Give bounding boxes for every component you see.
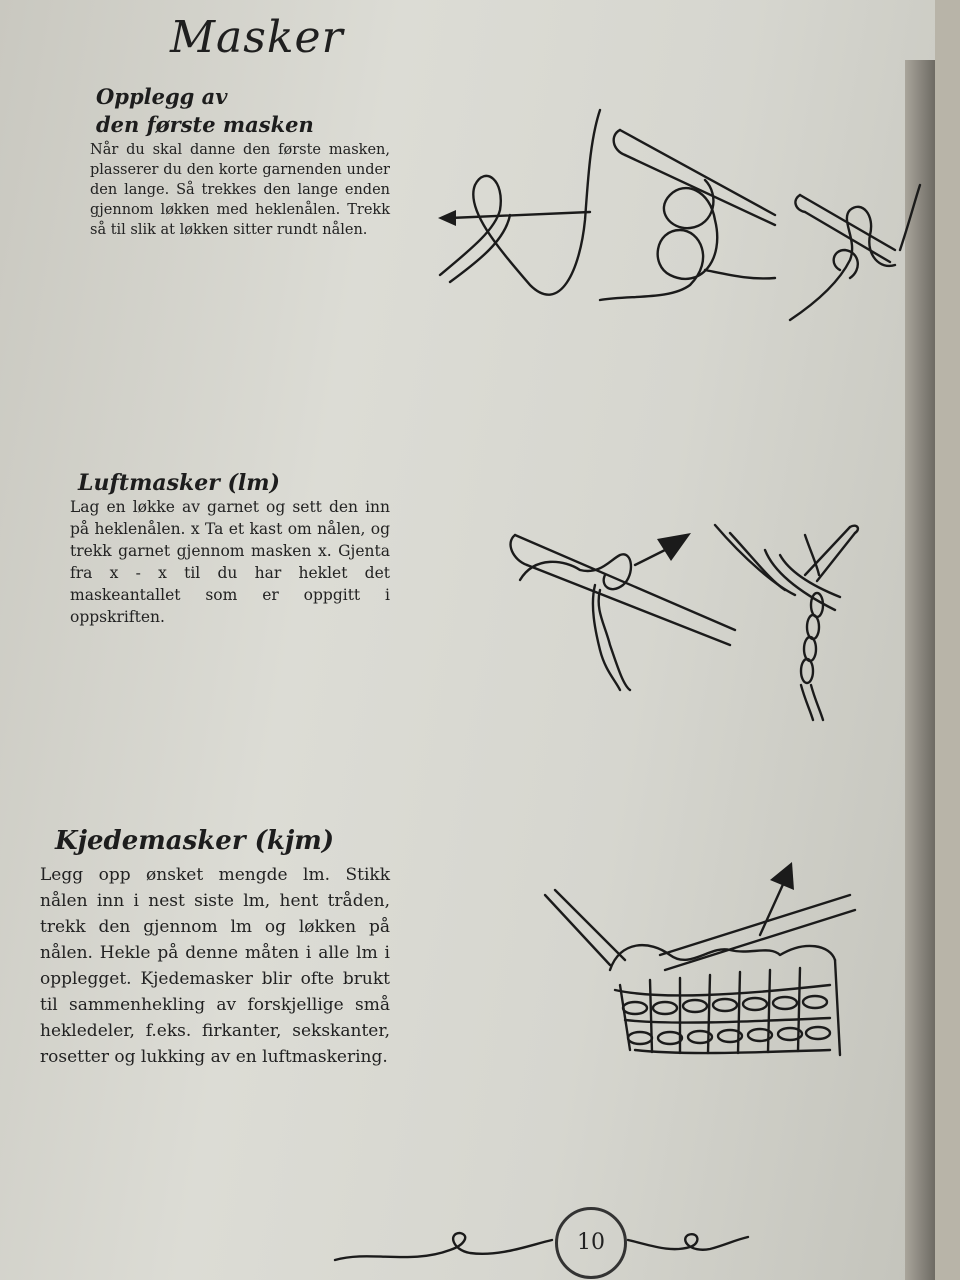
- chain-stitch-illustration: [505, 515, 905, 725]
- page-title: Masker: [170, 12, 344, 63]
- page-number-ornament: [330, 1195, 750, 1280]
- section-body-slip-stitch: Legg opp ønsket mengde lm. Stikk nålen inn i nest siste lm, hent tråden, trekk den gjennom lm og løkken på nålen. Hekle på denne måten i alle lm i opplegget. Kjedemasker blir ofte brukt til sammenhekling av forskjellige små hekledeler, f.eks. firkanter, sekskanter, rosetter og lukking av en luftmaskering.: [40, 865, 390, 1067]
- section-body-first-stitch: Når du skal danne den første masken, plasserer du den korte garnenden under den lange. Så trekkes den lange enden gjennom løkken med heklenålen. Trekk så til slik at løkken sitter rundt nålen.: [90, 142, 390, 238]
- section-heading-first-stitch-line1: Opplegg av: [96, 84, 228, 109]
- section-heading-first-stitch-line2: den første masken: [96, 112, 314, 137]
- slip-stitch-illustration: [540, 860, 860, 1080]
- swirl-ornament-icon: [330, 1195, 750, 1280]
- section-heading-slip-stitch: Kjedemasker (kjm): [55, 826, 335, 856]
- section-heading-chain-stitch: Luftmasker (lm): [78, 470, 280, 496]
- first-stitch-illustration: [430, 100, 930, 340]
- page-number: 10: [555, 1207, 627, 1279]
- section-body-chain-stitch: Lag en løkke av garnet og sett den inn på heklenålen. x Ta et kast om nålen, og trekk garnet gjennom masken x. Gjenta fra x - x til du har heklet det maskeantallet som er oppgitt i oppskriften.: [70, 498, 390, 626]
